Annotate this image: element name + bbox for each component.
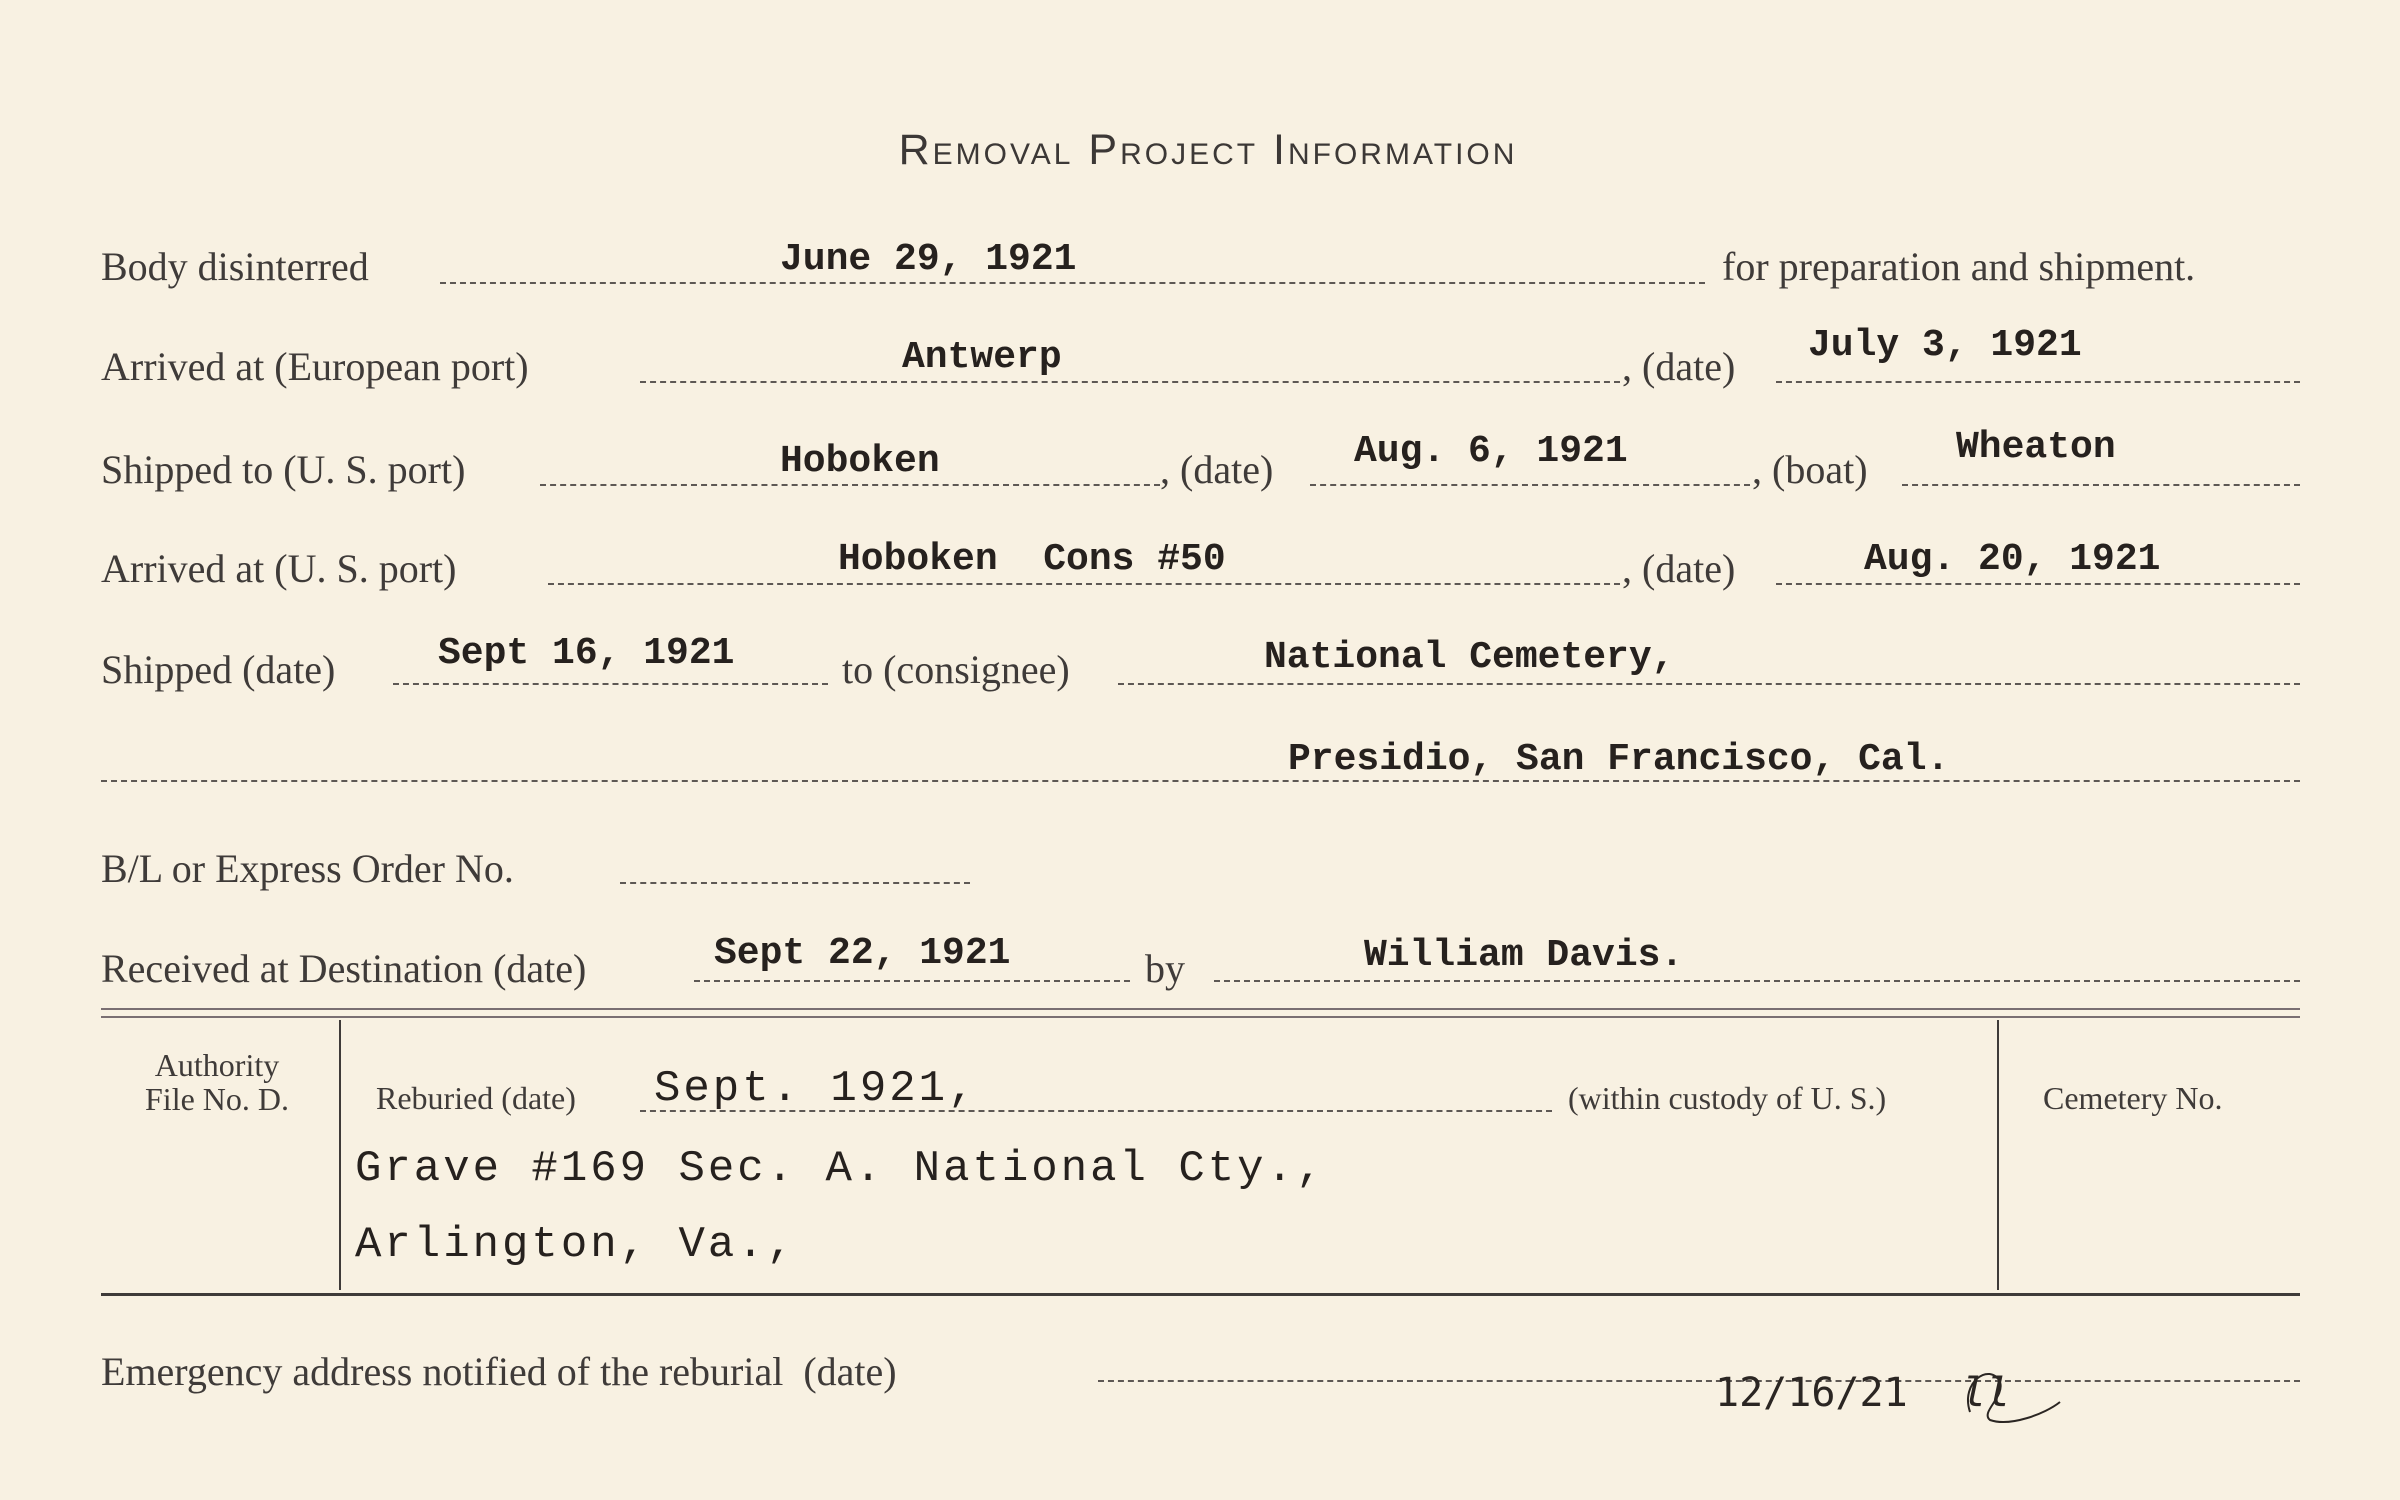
- shipped-us-date: Aug. 6, 1921: [1354, 430, 1628, 473]
- cemetery-no-label: Cemetery No.: [2043, 1080, 2223, 1116]
- shipped-label: Shipped (date): [101, 647, 336, 692]
- arrived-us-port: Hoboken Cons #50: [838, 538, 1226, 581]
- emergency-label: Emergency address notified of the reburial (date): [101, 1349, 897, 1394]
- divider-bottom: [101, 1293, 2300, 1296]
- initials-flourish-icon: [1950, 1352, 2070, 1432]
- arrived-us-port-line: [548, 583, 1620, 585]
- custody-label: (within custody of U. S.): [1568, 1080, 1887, 1116]
- shipped-us-port: Hoboken: [780, 440, 940, 483]
- shipped-date-line: [393, 683, 828, 685]
- authority-label: [106, 1048, 328, 1116]
- shipped-us-boat-label: , (boat): [1752, 447, 1868, 492]
- received-by-label: by: [1145, 946, 1185, 991]
- shipped-date: Sept 16, 1921: [438, 632, 735, 675]
- authority-line1: Authority: [154, 1047, 280, 1083]
- consignee-continuation-line: [101, 780, 2300, 782]
- arrived-us-label: Arrived at (U. S. port): [101, 546, 457, 591]
- arrived-european-date-line: [1776, 381, 2300, 383]
- received-by: William Davis.: [1364, 934, 1684, 977]
- arrived-european-date-label: , (date): [1622, 344, 1736, 389]
- shipped-us-date-label: , (date): [1160, 447, 1274, 492]
- shipped-us-port-line: [540, 484, 1160, 486]
- received-by-line: [1214, 980, 2300, 982]
- divider-top-2: [101, 1016, 2300, 1018]
- arrived-us-date-line: [1776, 583, 2300, 585]
- authority-line2: File No. D.: [145, 1081, 289, 1117]
- consignee-line: [1118, 683, 2300, 685]
- disinterred-suffix: for preparation and shipment.: [1722, 244, 2196, 289]
- reburied-label: Reburied (date): [376, 1080, 576, 1116]
- arrived-us-date: Aug. 20, 1921: [1864, 538, 2161, 581]
- reburied-line1: Grave #169 Sec. A. National Cty.,: [355, 1144, 1326, 1194]
- bl-label: B/L or Express Order No.: [101, 846, 514, 891]
- authority-divider: [339, 1020, 341, 1290]
- emergency-line: [1098, 1380, 2300, 1382]
- received-label: Received at Destination (date): [101, 946, 587, 991]
- reburied-date: Sept. 1921,: [654, 1064, 978, 1114]
- consignee-line2: Presidio, San Francisco, Cal.: [1288, 738, 1950, 781]
- emergency-date: 12/16/21: [1715, 1370, 1908, 1416]
- arrived-european-label: Arrived at (European port): [101, 344, 529, 389]
- emergency-initials: ll: [1962, 1370, 2011, 1416]
- received-date-line: [694, 980, 1130, 982]
- bl-line: [620, 882, 970, 884]
- disinterred-date: June 29, 1921: [780, 238, 1077, 281]
- shipped-us-boat: Wheaton: [1956, 426, 2116, 469]
- disinterred-label: Body disinterred: [101, 244, 369, 289]
- arrived-us-date-label: , (date): [1622, 546, 1736, 591]
- shipped-us-boat-line: [1902, 484, 2300, 486]
- reburied-line2: Arlington, Va.,: [355, 1220, 797, 1270]
- arrived-european-date: July 3, 1921: [1808, 324, 2082, 367]
- disinterred-line: [440, 282, 1705, 284]
- card-title: Removal Project Information: [898, 126, 1518, 174]
- divider-top: [101, 1008, 2300, 1010]
- shipped-us-label: Shipped to (U. S. port): [101, 447, 466, 492]
- consignee-label: to (consignee): [842, 647, 1070, 692]
- cemetery-divider: [1997, 1020, 1999, 1290]
- shipped-us-date-line: [1310, 484, 1750, 486]
- consignee-line1: National Cemetery,: [1264, 636, 1675, 679]
- received-date: Sept 22, 1921: [714, 932, 1011, 975]
- arrived-european-port: Antwerp: [902, 336, 1062, 379]
- arrived-european-port-line: [640, 381, 1620, 383]
